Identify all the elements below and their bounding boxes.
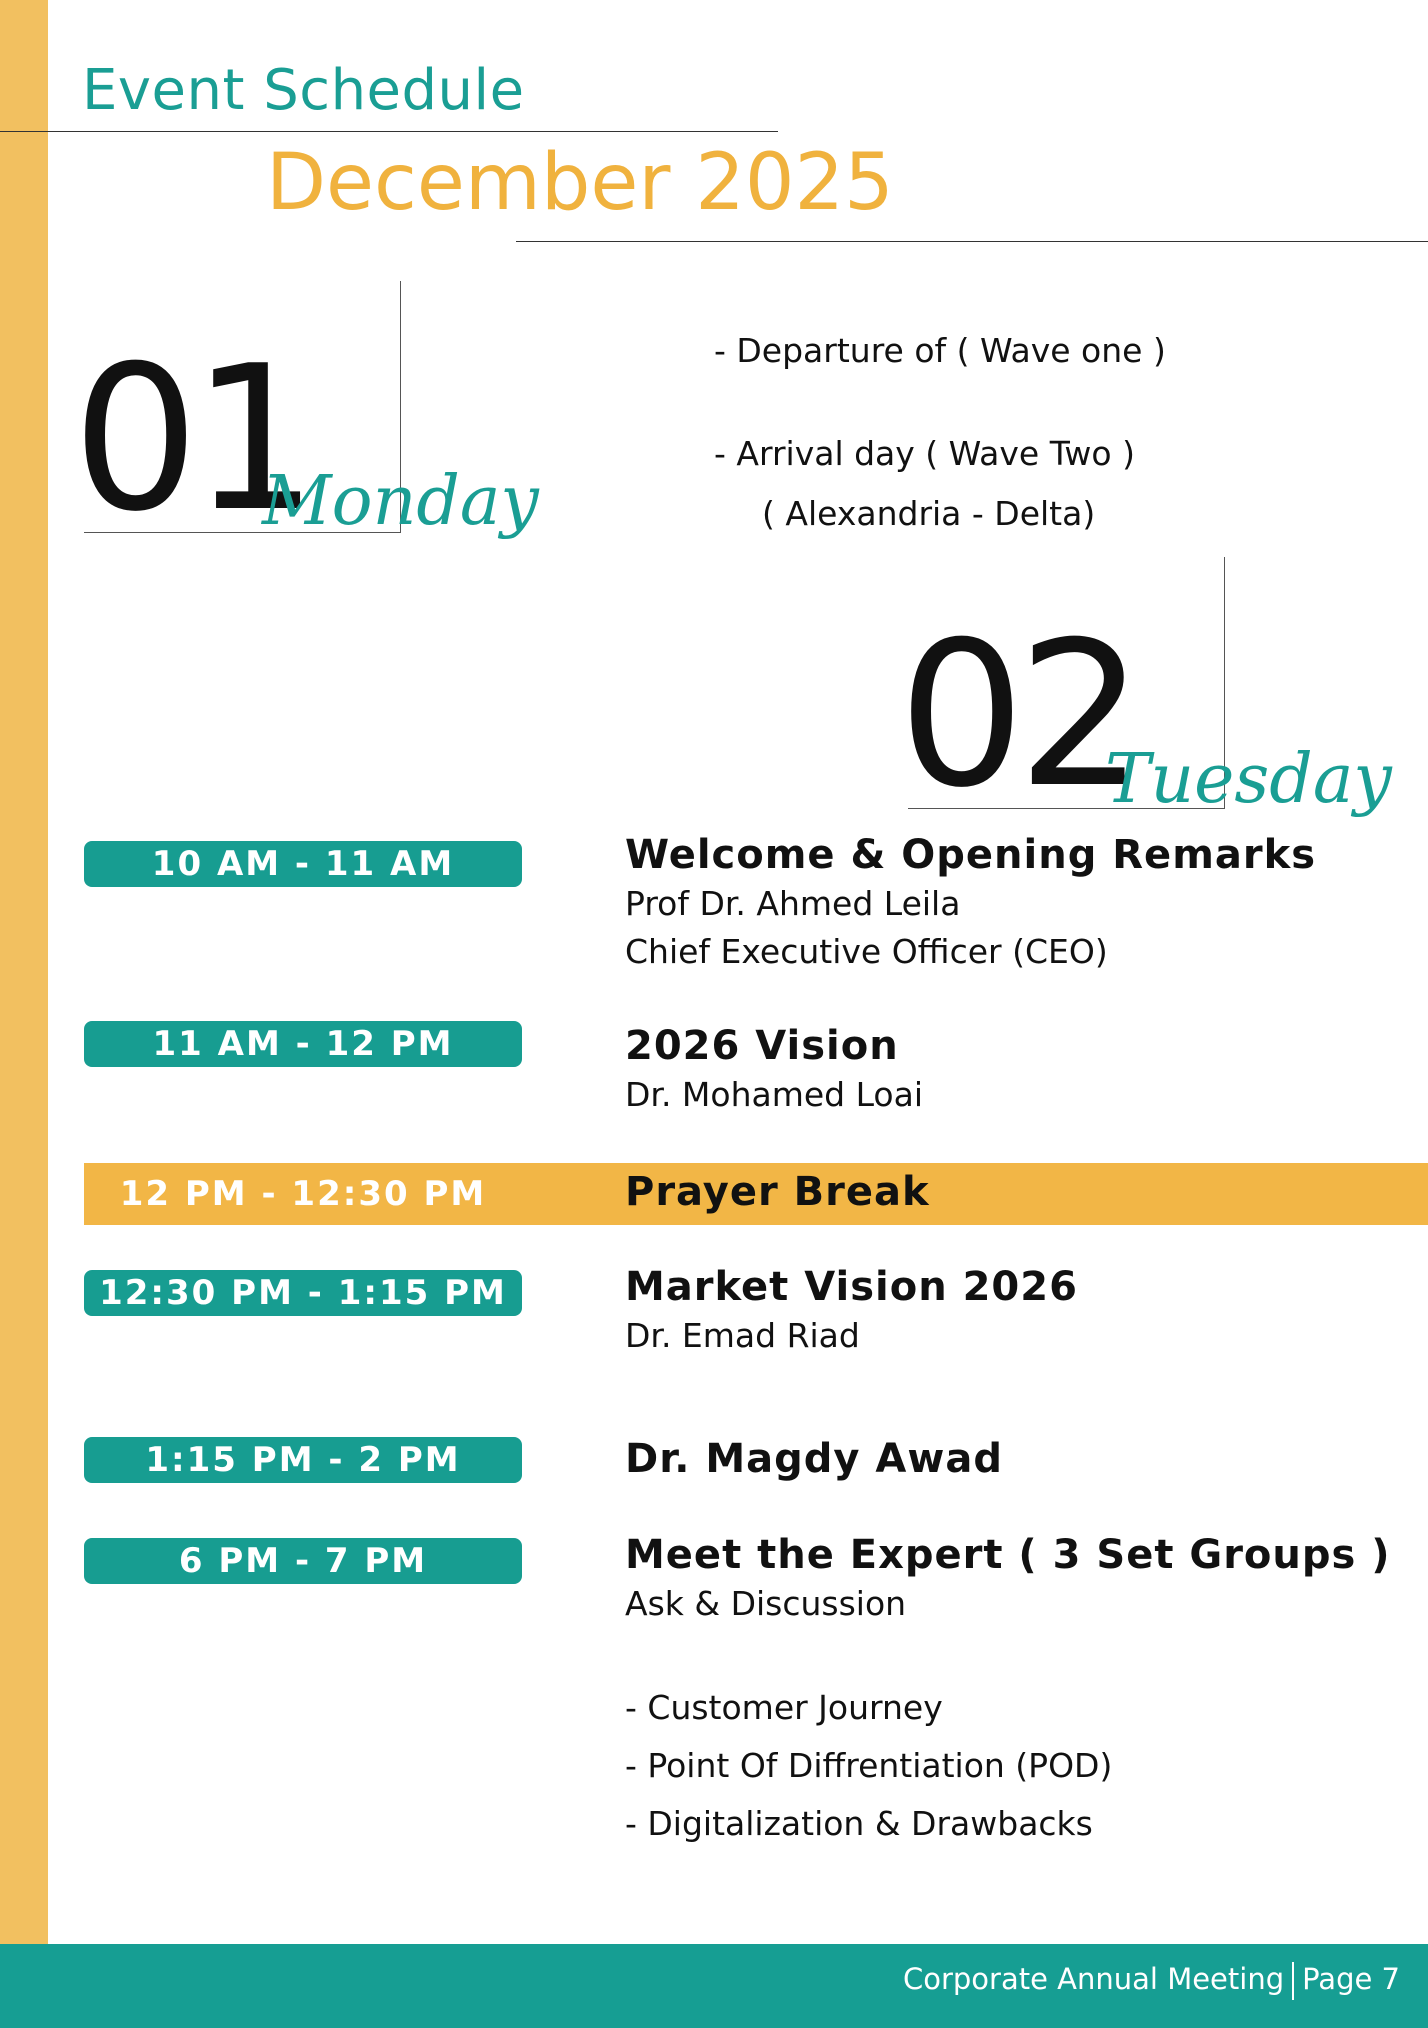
day1-note-departure: - Departure of ( Wave one ): [714, 331, 1166, 370]
month-divider: [516, 241, 1428, 242]
day1-note-location: ( Alexandria - Delta): [762, 494, 1096, 533]
footer-separator: [1292, 1962, 1294, 2000]
day2-name: Tuesday: [1105, 740, 1392, 819]
day1-number: 01: [72, 323, 311, 556]
page-number: Page 7: [1302, 1962, 1400, 1996]
footer-label: Corporate Annual Meeting: [902, 1962, 1285, 1996]
page-title: Event Schedule: [82, 58, 525, 123]
day2-number: 02: [898, 599, 1137, 832]
topic-item: - Digitalization & Drawbacks: [625, 1804, 1093, 1843]
session-speaker-role: Chief Executive Officer (CEO): [625, 932, 1108, 971]
session-title: Meet the Expert ( 3 Set Groups ): [625, 1532, 1391, 1578]
session-time-pill: 12:30 PM - 1:15 PM: [84, 1270, 522, 1316]
session-time-pill: 1:15 PM - 2 PM: [84, 1437, 522, 1483]
month-heading: December 2025: [266, 138, 894, 228]
session-title: 2026 Vision: [625, 1023, 899, 1069]
session-time-pill: 11 AM - 12 PM: [84, 1021, 522, 1067]
session-title: Welcome & Opening Remarks: [625, 832, 1316, 878]
session-time-pill: 10 AM - 11 AM: [84, 841, 522, 887]
session-title: Market Vision 2026: [625, 1264, 1078, 1310]
session-speaker: Dr. Mohamed Loai: [625, 1075, 923, 1114]
break-title: Prayer Break: [625, 1169, 930, 1215]
session-subtitle: Ask & Discussion: [625, 1584, 907, 1623]
footer: [903, 1962, 1400, 2000]
session-speaker: Prof Dr. Ahmed Leila: [625, 884, 961, 923]
title-divider: [0, 131, 778, 132]
day1-name: Monday: [262, 462, 539, 541]
session-title: Dr. Magdy Awad: [625, 1436, 1003, 1482]
session-time-pill: 6 PM - 7 PM: [84, 1538, 522, 1584]
topic-item: - Customer Journey: [625, 1688, 943, 1727]
topic-item: - Point Of Diffrentiation (POD): [625, 1746, 1113, 1785]
session-speaker: Dr. Emad Riad: [625, 1316, 860, 1355]
day1-note-arrival: - Arrival day ( Wave Two ): [714, 434, 1135, 473]
left-accent-bar: [0, 0, 48, 1944]
break-time: 12 PM - 12:30 PM: [119, 1174, 487, 1214]
